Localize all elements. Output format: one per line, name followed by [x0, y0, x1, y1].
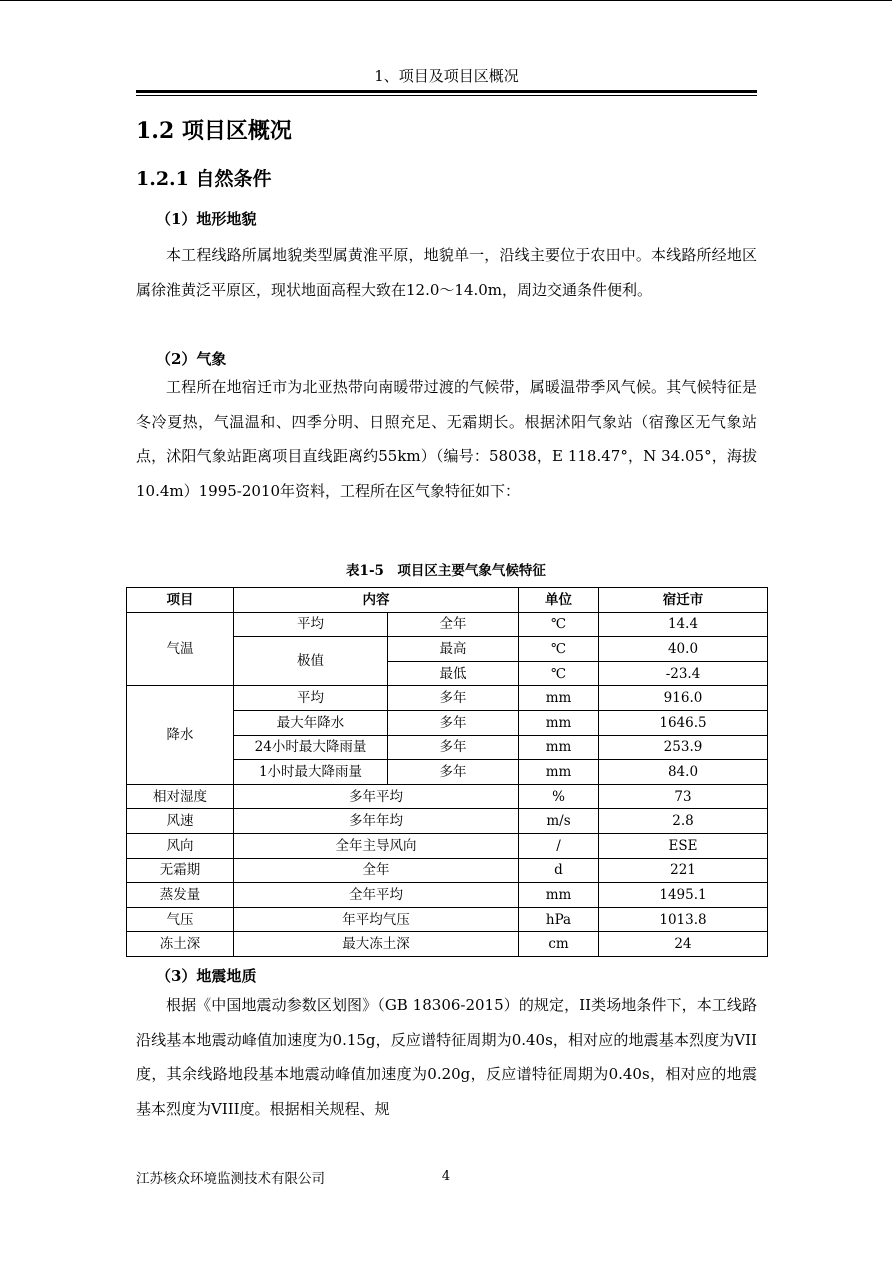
- precip-value: 916.0: [599, 686, 768, 711]
- header-rule-thick: [136, 90, 757, 93]
- header-item: 项目: [127, 588, 234, 613]
- row-content: 多年平均: [234, 784, 519, 809]
- table-row: [127, 858, 768, 883]
- precip-name: 1小时最大降雨量: [234, 760, 388, 785]
- row-content: 全年主导风向: [234, 833, 519, 858]
- row-item: 气压: [127, 907, 234, 932]
- table-row: [127, 833, 768, 858]
- terrain-paragraph: 本工程线路所属地貌类型属黄淮平原，地貌单一，沿线主要位于农田中。本线路所经地区属徐淮黄泛平原区，现状地面高程大致在12.0～14.0m，周边交通条件便利。: [136, 246, 757, 299]
- table-row: [127, 907, 768, 932]
- precip-period: 多年: [388, 686, 519, 711]
- row-content: 全年平均: [234, 883, 519, 908]
- row-value: 73: [599, 784, 768, 809]
- temp-max-unit: ℃: [519, 637, 599, 662]
- seismic-paragraph: 根据《中国地震动参数区划图》（GB 18306-2015）的规定，II类场地条件下，本工线路沿线基本地震动峰值加速度为0.15g，反应谱特征周期为0.40s，相对应的地震基本烈度为VII度，其余线路地段基本地震动峰值加速度为0.20g，反应谱特征周期为0.40s，相对应的地震基本烈度为VIII度。根据相关规程、规: [136, 996, 757, 1118]
- page-top-border: [0, 0, 892, 1]
- section-heading: 1.2 项目区概况: [136, 118, 292, 144]
- temp-avg-value: 14.4: [599, 612, 768, 637]
- row-item: 蒸发量: [127, 883, 234, 908]
- temp-extreme-label: 极值: [234, 637, 388, 686]
- row-content: 最大冻土深: [234, 932, 519, 957]
- row-value: ESE: [599, 833, 768, 858]
- terrain-heading: （1）地形地貌: [156, 210, 257, 228]
- table-row: [127, 784, 768, 809]
- row-unit: cm: [519, 932, 599, 957]
- temp-min-unit: ℃: [519, 661, 599, 686]
- table-header-row: [127, 588, 768, 613]
- table-row: [127, 612, 768, 637]
- row-value: 1013.8: [599, 907, 768, 932]
- temp-max-label: 最高: [388, 637, 519, 662]
- table-row: [127, 686, 768, 711]
- precip-period: 多年: [388, 710, 519, 735]
- row-unit: hPa: [519, 907, 599, 932]
- header-rule-thin: [136, 95, 757, 96]
- footer-company: 江苏核众环境监测技术有限公司: [136, 1171, 325, 1187]
- precip-unit: mm: [519, 735, 599, 760]
- row-value: 2.8: [599, 809, 768, 834]
- row-unit: %: [519, 784, 599, 809]
- header-unit: 单位: [519, 588, 599, 613]
- row-unit: /: [519, 833, 599, 858]
- climate-heading: （2）气象: [156, 350, 227, 368]
- subsection-heading: 1.2.1 自然条件: [136, 168, 272, 190]
- table-caption: 表1-5 项目区主要气象气候特征: [346, 563, 546, 579]
- row-content: 全年: [234, 858, 519, 883]
- precip-period: 多年: [388, 760, 519, 785]
- table-row: [127, 932, 768, 957]
- row-item: 冻土深: [127, 932, 234, 957]
- running-header-title: 1、项目及项目区概况: [374, 67, 519, 85]
- row-value: 221: [599, 858, 768, 883]
- header-content: 内容: [234, 588, 519, 613]
- climate-table: [126, 587, 768, 957]
- row-unit: mm: [519, 883, 599, 908]
- row-unit: m/s: [519, 809, 599, 834]
- row-item: 风向: [127, 833, 234, 858]
- row-item: 无霜期: [127, 858, 234, 883]
- row-value: 1495.1: [599, 883, 768, 908]
- table-row: [127, 809, 768, 834]
- temp-avg-unit: ℃: [519, 612, 599, 637]
- precip-value: 1646.5: [599, 710, 768, 735]
- table-row: [127, 883, 768, 908]
- precip-value: 253.9: [599, 735, 768, 760]
- row-content: 多年年均: [234, 809, 519, 834]
- row-content: 年平均气压: [234, 907, 519, 932]
- precip-unit: mm: [519, 686, 599, 711]
- precipitation-label: 降水: [127, 686, 234, 784]
- temp-min-value: -23.4: [599, 661, 768, 686]
- precip-name: 平均: [234, 686, 388, 711]
- row-unit: d: [519, 858, 599, 883]
- precip-unit: mm: [519, 760, 599, 785]
- page-number: 4: [441, 1169, 451, 1184]
- precip-name: 24小时最大降雨量: [234, 735, 388, 760]
- precip-value: 84.0: [599, 760, 768, 785]
- temp-max-value: 40.0: [599, 637, 768, 662]
- precip-period: 多年: [388, 735, 519, 760]
- row-value: 24: [599, 932, 768, 957]
- row-item: 相对湿度: [127, 784, 234, 809]
- header-city: 宿迁市: [599, 588, 768, 613]
- temperature-label: 气温: [127, 612, 234, 686]
- temp-min-label: 最低: [388, 661, 519, 686]
- precip-name: 最大年降水: [234, 710, 388, 735]
- temp-avg-period: 全年: [388, 612, 519, 637]
- seismic-heading: （3）地震地质: [156, 967, 257, 985]
- precip-unit: mm: [519, 710, 599, 735]
- climate-paragraph: 工程所在地宿迁市为北亚热带向南暖带过渡的气候带，属暖温带季风气候。其气候特征是冬冷夏热，气温温和、四季分明、日照充足、无霜期长。根据沭阳气象站（宿豫区无气象站点，沭阳气象站距离项目直线距离约55km）（编号：58038，E 118.47°，N 34.05°，海拔10.4m）1995-2010年资料，工程所在区气象特征如下：: [136, 378, 757, 500]
- temp-avg-label: 平均: [234, 612, 388, 637]
- row-item: 风速: [127, 809, 234, 834]
